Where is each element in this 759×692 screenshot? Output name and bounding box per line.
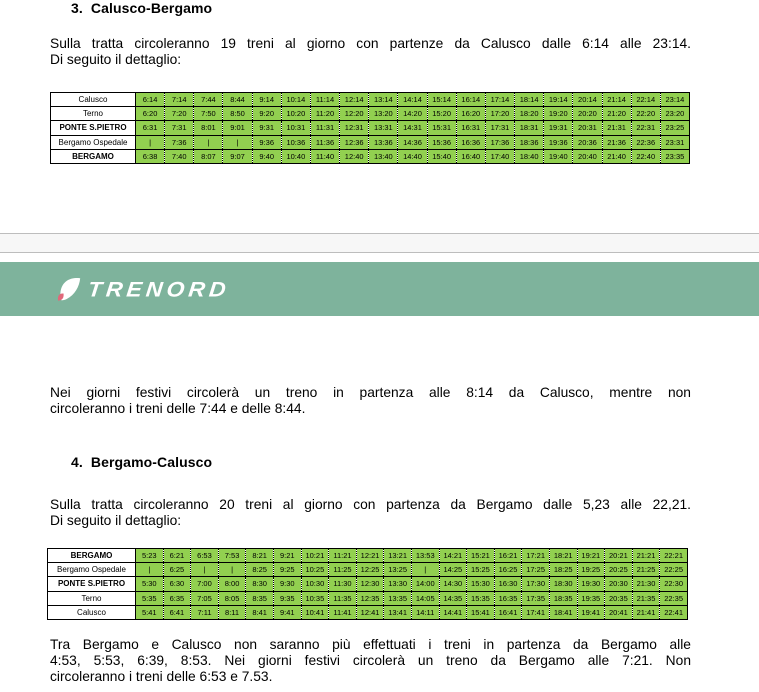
time-cell: 18:14 <box>515 93 544 107</box>
heading-number: 3. <box>71 0 83 16</box>
time-cell: 14:35 <box>439 591 467 605</box>
time-cell: 16:30 <box>494 577 522 591</box>
time-cell: 9:14 <box>252 93 281 107</box>
time-cell: 9:25 <box>273 563 301 577</box>
time-cell: 15:31 <box>427 121 456 135</box>
station-cell: Terno <box>51 107 136 121</box>
time-cell: 19:31 <box>544 121 573 135</box>
time-cell: 20:40 <box>573 149 602 163</box>
time-cell: 12:25 <box>356 563 384 577</box>
time-cell: 14:00 <box>411 577 439 591</box>
section-3-heading <box>71 0 212 16</box>
time-cell: 9:35 <box>273 591 301 605</box>
station-cell: PONTE S.PIETRO <box>48 577 136 591</box>
time-cell: 13:14 <box>369 93 398 107</box>
time-cell: 14:30 <box>439 577 467 591</box>
time-cell: 8:44 <box>223 93 252 107</box>
time-cell: 14:40 <box>398 149 427 163</box>
time-cell: 16:35 <box>494 591 522 605</box>
time-cell: 16:21 <box>494 549 522 563</box>
time-cell: 15:40 <box>427 149 456 163</box>
time-cell: 11:20 <box>310 107 339 121</box>
trenord-bird-icon <box>55 276 82 303</box>
time-cell: 17:41 <box>522 605 550 619</box>
station-cell: Terno <box>48 591 136 605</box>
heading-title: Calusco-Bergamo <box>90 0 213 16</box>
time-cell: 17:30 <box>522 577 550 591</box>
time-cell: 19:21 <box>577 549 605 563</box>
time-cell: 11:36 <box>310 135 339 149</box>
time-cell: 11:25 <box>329 563 357 577</box>
time-cell: 12:40 <box>340 149 369 163</box>
time-cell: 10:30 <box>301 577 329 591</box>
time-cell: 19:14 <box>544 93 573 107</box>
time-cell: 8:25 <box>246 563 274 577</box>
paragraph-line: Nei giorni festivi circolerà un treno in partenza alle 8:14 da Calusco, mentre non <box>50 385 691 400</box>
time-cell: 8:05 <box>218 591 246 605</box>
trenord-logo <box>55 276 230 303</box>
time-cell: 12:41 <box>356 605 384 619</box>
time-cell: 20:20 <box>573 107 602 121</box>
time-cell: 18:40 <box>515 149 544 163</box>
time-cell: 15:36 <box>427 135 456 149</box>
time-cell: 7:14 <box>165 93 194 107</box>
time-cell: 17:14 <box>485 93 514 107</box>
time-cell: 21:36 <box>602 135 631 149</box>
time-cell: 18:31 <box>515 121 544 135</box>
time-cell: 11:41 <box>329 605 357 619</box>
time-cell: 5:35 <box>136 591 164 605</box>
timetable-row <box>51 121 690 135</box>
time-cell: 6:38 <box>136 149 165 163</box>
station-cell: BERGAMO <box>48 549 136 563</box>
time-cell: 23:31 <box>660 135 689 149</box>
timetable-row <box>48 605 688 619</box>
time-cell: 5:30 <box>136 577 164 591</box>
station-cell: Calusco <box>51 93 136 107</box>
time-cell: 13:30 <box>384 577 412 591</box>
time-cell: 20:14 <box>573 93 602 107</box>
time-cell: 14:36 <box>398 135 427 149</box>
time-cell: 12:35 <box>356 591 384 605</box>
time-cell: 23:25 <box>660 121 689 135</box>
time-cell: 17:20 <box>485 107 514 121</box>
paragraph-line: circoleranno i treni delle 7:44 e delle 8:44. <box>50 400 306 416</box>
time-cell: 8:07 <box>194 149 223 163</box>
time-cell: 17:35 <box>522 591 550 605</box>
time-cell: 13:53 <box>411 549 439 563</box>
timetable-row <box>48 563 688 577</box>
time-cell: 18:35 <box>549 591 577 605</box>
timetable-row <box>51 149 690 163</box>
page-break-separator <box>0 233 759 253</box>
timetable-row <box>51 135 690 149</box>
time-cell: 16:36 <box>456 135 485 149</box>
time-cell: 22:25 <box>660 563 688 577</box>
time-cell: 7:11 <box>191 605 219 619</box>
time-cell: 19:36 <box>544 135 573 149</box>
time-cell: 22:35 <box>660 591 688 605</box>
time-cell: 22:14 <box>631 93 660 107</box>
time-cell: 10:21 <box>301 549 329 563</box>
time-cell: 20:25 <box>605 563 633 577</box>
time-cell: 11:21 <box>329 549 357 563</box>
time-cell: 22:21 <box>660 549 688 563</box>
time-cell: 14:11 <box>411 605 439 619</box>
time-cell: 12:31 <box>340 121 369 135</box>
time-cell: 23:14 <box>660 93 689 107</box>
time-cell: 17:25 <box>522 563 550 577</box>
time-cell: 9:20 <box>252 107 281 121</box>
station-cell: Bergamo Ospedale <box>48 563 136 577</box>
time-cell: 5:41 <box>136 605 164 619</box>
time-cell: 15:30 <box>467 577 495 591</box>
timetable-row <box>48 591 688 605</box>
time-cell: 6:25 <box>163 563 191 577</box>
no-stop-cell: | <box>191 563 219 577</box>
time-cell: 9:30 <box>273 577 301 591</box>
paragraph-line: Tra Bergamo e Calusco non saranno più effettuati i treni in partenza da Bergamo alle <box>50 637 691 652</box>
time-cell: 21:41 <box>632 605 660 619</box>
time-cell: 8:01 <box>194 121 223 135</box>
time-cell: 6:14 <box>136 93 165 107</box>
time-cell: 11:30 <box>329 577 357 591</box>
no-stop-cell: | <box>194 135 223 149</box>
time-cell: 16:14 <box>456 93 485 107</box>
station-cell: BERGAMO <box>51 149 136 163</box>
time-cell: 7:44 <box>194 93 223 107</box>
station-cell: Bergamo Ospedale <box>51 135 136 149</box>
time-cell: 8:35 <box>246 591 274 605</box>
time-cell: 10:25 <box>301 563 329 577</box>
time-cell: 21:35 <box>632 591 660 605</box>
time-cell: 6:20 <box>136 107 165 121</box>
trenord-header-banner <box>0 262 759 316</box>
time-cell: 6:35 <box>163 591 191 605</box>
time-cell: 14:25 <box>439 563 467 577</box>
time-cell: 11:14 <box>310 93 339 107</box>
time-cell: 20:41 <box>605 605 633 619</box>
time-cell: 9:07 <box>223 149 252 163</box>
no-stop-cell: | <box>218 563 246 577</box>
no-stop-cell: | <box>411 563 439 577</box>
time-cell: 22:41 <box>660 605 688 619</box>
timetable-row <box>48 577 688 591</box>
time-cell: 14:20 <box>398 107 427 121</box>
time-cell: 7:05 <box>191 591 219 605</box>
time-cell: 10:14 <box>281 93 310 107</box>
time-cell: 7:00 <box>191 577 219 591</box>
paragraph-line: Sulla tratta circoleranno 20 treni al giorno con partenza da Bergamo dalle 5,23 alle 22,21. <box>50 497 691 512</box>
time-cell: 13:20 <box>369 107 398 121</box>
time-cell: 19:41 <box>577 605 605 619</box>
section-3-note <box>50 385 691 417</box>
time-cell: 14:41 <box>439 605 467 619</box>
time-cell: 10:35 <box>301 591 329 605</box>
paragraph-line: circoleranno i treni delle 6:53 e 7.53. <box>50 668 273 684</box>
time-cell: 17:36 <box>485 135 514 149</box>
time-cell: 7:53 <box>218 549 246 563</box>
timetable-row <box>51 93 690 107</box>
time-cell: 18:41 <box>549 605 577 619</box>
time-cell: 6:21 <box>163 549 191 563</box>
time-cell: 7:40 <box>165 149 194 163</box>
time-cell: 20:21 <box>605 549 633 563</box>
heading-title: Bergamo-Calusco <box>90 454 213 470</box>
time-cell: 15:21 <box>467 549 495 563</box>
time-cell: 8:00 <box>218 577 246 591</box>
time-cell: 13:31 <box>369 121 398 135</box>
paragraph-line: Sulla tratta circoleranno 19 treni al giorno con partenze da Calusco dalle 6:14 alle 23:14. <box>50 36 691 51</box>
time-cell: 8:21 <box>246 549 274 563</box>
section-3-intro <box>50 36 691 68</box>
time-cell: 10:36 <box>281 135 310 149</box>
time-cell: 15:14 <box>427 93 456 107</box>
time-cell: 15:20 <box>427 107 456 121</box>
paragraph-line: Di seguito il dettaglio: <box>50 51 182 67</box>
time-cell: 8:30 <box>246 577 274 591</box>
time-cell: 18:20 <box>515 107 544 121</box>
time-cell: 19:25 <box>577 563 605 577</box>
time-cell: 16:20 <box>456 107 485 121</box>
time-cell: 19:35 <box>577 591 605 605</box>
time-cell: 13:41 <box>384 605 412 619</box>
time-cell: 7:20 <box>165 107 194 121</box>
time-cell: 21:31 <box>602 121 631 135</box>
no-stop-cell: | <box>136 563 164 577</box>
time-cell: 11:40 <box>310 149 339 163</box>
time-cell: 13:21 <box>384 549 412 563</box>
time-cell: 10:20 <box>281 107 310 121</box>
time-cell: 12:36 <box>340 135 369 149</box>
time-cell: 9:01 <box>223 121 252 135</box>
time-cell: 9:40 <box>252 149 281 163</box>
timetable-calusco-bergamo <box>50 92 690 164</box>
time-cell: 10:31 <box>281 121 310 135</box>
time-cell: 10:40 <box>281 149 310 163</box>
time-cell: 21:21 <box>632 549 660 563</box>
time-cell: 17:31 <box>485 121 514 135</box>
time-cell: 21:30 <box>632 577 660 591</box>
time-cell: 18:21 <box>549 549 577 563</box>
paragraph-line: 4:53, 5:53, 6:39, 8:53. Nei giorni festivi circolerà un treno da Bergamo alle 7:21. Non <box>50 652 691 668</box>
time-cell: 23:20 <box>660 107 689 121</box>
trenord-logo-text: TRENORD <box>86 276 232 301</box>
time-cell: 15:25 <box>467 563 495 577</box>
heading-number: 4. <box>71 454 83 470</box>
time-cell: 19:30 <box>577 577 605 591</box>
time-cell: 22:20 <box>631 107 660 121</box>
time-cell: 12:21 <box>356 549 384 563</box>
time-cell: 19:20 <box>544 107 573 121</box>
timetable-row <box>48 549 688 563</box>
time-cell: 12:30 <box>356 577 384 591</box>
time-cell: 17:21 <box>522 549 550 563</box>
time-cell: 20:30 <box>605 577 633 591</box>
time-cell: 9:21 <box>273 549 301 563</box>
time-cell: 8:50 <box>223 107 252 121</box>
time-cell: 6:41 <box>163 605 191 619</box>
time-cell: 21:14 <box>602 93 631 107</box>
time-cell: 6:30 <box>163 577 191 591</box>
time-cell: 19:40 <box>544 149 573 163</box>
time-cell: 13:40 <box>369 149 398 163</box>
time-cell: 13:35 <box>384 591 412 605</box>
time-cell: 11:35 <box>329 591 357 605</box>
no-stop-cell: | <box>136 135 165 149</box>
time-cell: 9:36 <box>252 135 281 149</box>
time-cell: 18:25 <box>549 563 577 577</box>
time-cell: 9:31 <box>252 121 281 135</box>
time-cell: 18:30 <box>549 577 577 591</box>
time-cell: 11:31 <box>310 121 339 135</box>
paragraph-line: Di seguito il dettaglio: <box>50 512 182 528</box>
time-cell: 7:50 <box>194 107 223 121</box>
time-cell: 22:36 <box>631 135 660 149</box>
time-cell: 16:31 <box>456 121 485 135</box>
time-cell: 8:11 <box>218 605 246 619</box>
time-cell: 20:36 <box>573 135 602 149</box>
time-cell: 22:40 <box>631 149 660 163</box>
time-cell: 20:31 <box>573 121 602 135</box>
time-cell: 14:31 <box>398 121 427 135</box>
time-cell: 16:41 <box>494 605 522 619</box>
time-cell: 7:31 <box>165 121 194 135</box>
time-cell: 5:23 <box>136 549 164 563</box>
time-cell: 22:31 <box>631 121 660 135</box>
time-cell: 23:35 <box>660 149 689 163</box>
time-cell: 16:40 <box>456 149 485 163</box>
time-cell: 12:20 <box>340 107 369 121</box>
time-cell: 21:25 <box>632 563 660 577</box>
time-cell: 8:41 <box>246 605 274 619</box>
time-cell: 9:41 <box>273 605 301 619</box>
time-cell: 14:05 <box>411 591 439 605</box>
time-cell: 13:36 <box>369 135 398 149</box>
time-cell: 10:41 <box>301 605 329 619</box>
time-cell: 18:36 <box>515 135 544 149</box>
timetable-bergamo-calusco <box>47 548 688 620</box>
time-cell: 20:35 <box>605 591 633 605</box>
no-stop-cell: | <box>223 135 252 149</box>
time-cell: 22:30 <box>660 577 688 591</box>
time-cell: 15:35 <box>467 591 495 605</box>
time-cell: 14:21 <box>439 549 467 563</box>
time-cell: 15:41 <box>467 605 495 619</box>
section-4-note <box>50 637 691 684</box>
time-cell: 7:36 <box>165 135 194 149</box>
station-cell: Calusco <box>48 605 136 619</box>
section-4-intro <box>50 497 691 529</box>
section-4-heading <box>71 454 212 470</box>
time-cell: 13:25 <box>384 563 412 577</box>
time-cell: 21:20 <box>602 107 631 121</box>
station-cell: PONTE S.PIETRO <box>51 121 136 135</box>
time-cell: 6:31 <box>136 121 165 135</box>
time-cell: 17:40 <box>485 149 514 163</box>
time-cell: 12:14 <box>340 93 369 107</box>
time-cell: 14:14 <box>398 93 427 107</box>
time-cell: 21:40 <box>602 149 631 163</box>
time-cell: 6:53 <box>191 549 219 563</box>
timetable-row <box>51 107 690 121</box>
time-cell: 16:25 <box>494 563 522 577</box>
